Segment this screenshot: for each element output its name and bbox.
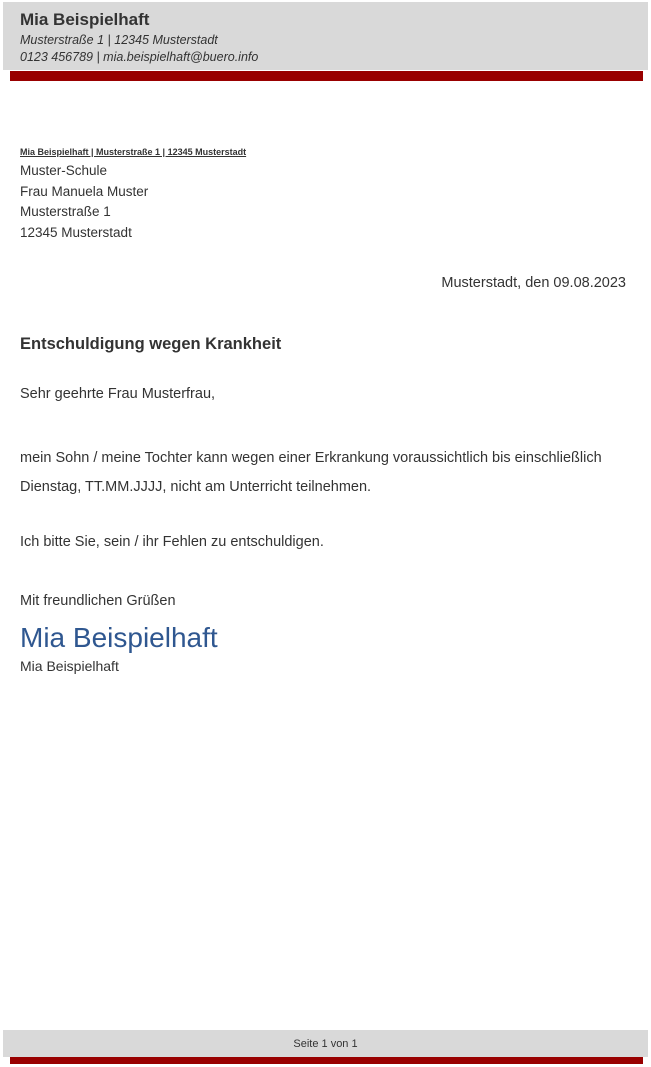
recipient-line-school: Muster-Schule (20, 163, 108, 178)
letterhead (3, 2, 648, 70)
sender-return-line: Mia Beispielhaft | Musterstraße 1 | 12345 Musterstadt (20, 147, 247, 157)
recipient-line-city: 12345 Musterstadt (20, 225, 132, 241)
letter-paragraph-2: Ich bitte Sie, sein / ihr Fehlen zu entschuldigen. (20, 534, 324, 550)
signature-script: Mia Beispielhaft (20, 622, 218, 653)
letterhead-address: Musterstraße 1 | 12345 Musterstadt (20, 33, 218, 47)
letterhead-contact: 0123 456789 | mia.beispielhaft@buero.info (20, 50, 259, 64)
letter-closing: Mit freundlichen Grüßen (20, 593, 176, 609)
letter-paragraph-1: mein Sohn / meine Tochter kann wegen einer Erkrankung voraussichtlich bis einschließlich Dienstag, TT.MM.JJJJ, nicht am Unterricht teilnehmen. (20, 450, 602, 495)
letter-salutation: Sehr geehrte Frau Musterfrau, (20, 386, 216, 402)
letter-date: Musterstadt, den 09.08.2023 (441, 275, 626, 291)
header-accent-bar (10, 71, 643, 81)
signature-name: Mia Beispielhaft (20, 658, 119, 674)
recipient-line-street: Musterstraße 1 (20, 204, 111, 220)
footer-accent-bar (10, 1057, 643, 1064)
recipient-line-person: Frau Manuela Muster (20, 183, 149, 199)
page-footer (3, 1030, 648, 1057)
page-number: Seite 1 von 1 (293, 1038, 358, 1050)
letterhead-name: Mia Beispielhaft (20, 10, 150, 29)
letter-subject: Entschuldigung wegen Krankheit (20, 335, 282, 353)
recipient-address (20, 161, 148, 244)
